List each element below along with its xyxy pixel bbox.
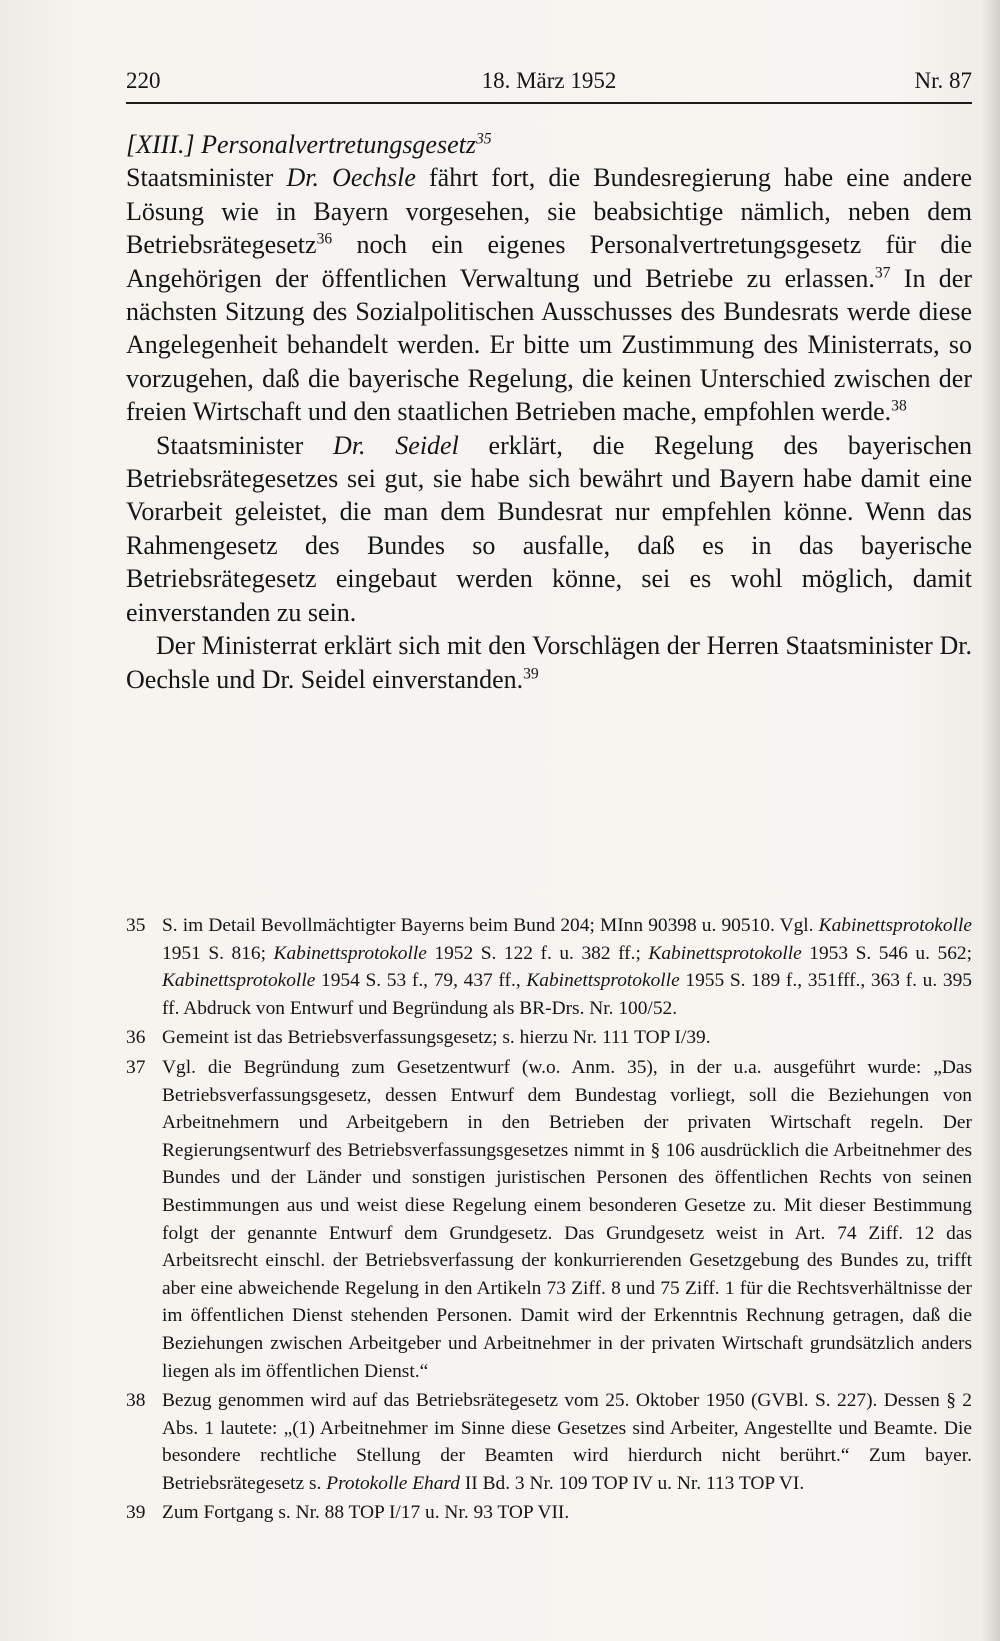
text-run: In der nächsten Sitzung des Sozialpolitischen Ausschusses des Bundesrats werde diese Angelegenheit behandelt werden. Er bitte um Zustimmung des Ministerrats, so vorzugehen, daß die bayerische Regelung, die keinen Unterschied zwischen der freien Wirtschaft und den staatlichen Betrieben mache, empfohlen werde. (126, 263, 972, 427)
text-run: Staatsminister (126, 163, 287, 193)
footnote-text: Vgl. die Begründung zum Gesetzentwurf (w.o. Anm. 35), in der u.a. ausgeführt wurde: „Das Betriebsverfassungsgesetz, dessen Entwurf dem Bundestag vorliegt, soll die Beziehungen von Arbeitnehmern und Arbeitgebern in den Betrieben der privaten Wirtschaft regeln. Der Regierungsentwurf des Betriebsverfassungsgesetzes nimmt in § 106 ausdrücklich die Arbeitnehmer des Bundes und der Länder und sonstigen juristischen Personen des öffentlichen Rechts von seinen Bestimmungen aus und weist diese Regelung einem besonderen Gesetze zu. Mit dieser Bestimmung folgt der genannte Entwurf dem Grundgesetz. Das Grundgesetz weist in Art. 74 Ziff. 12 das Arbeitsrecht einschl. der Betriebsverfassung der konkurrierenden Gesetzgebung des Bundes zu, trifft aber eine abweichende Regelung in den Artikeln 73 Ziff. 8 und 75 Ziff. 1 für die Rechtsverhältnisse der im öffentlichen Dienst stehenden Personen. Damit wird der Erkenntnis Rechnung getragen, daß die Beziehungen zwischen Arbeitgeber und Arbeitnehmer in der privaten Wirtschaft grundsätzlich anders liegen als im öffentlichen Dienst.“ (162, 1056, 972, 1382)
paragraph-resolution (126, 629, 972, 696)
text-run: erklärt, die Regelung des bayerischen Betriebsrätegesetzes sei gut, sie habe sich bewährt und Bayern habe damit eine Vorarbeit geleistet, die man dem Bundesrat nur empfehlen könne. Wenn das Rahmengesetz des Bundes so ausfalle, daß es in das bayerische Betriebsrätegesetz eingebaut werden könne, sei es wohl möglich, damit einverstanden zu sein. (126, 430, 972, 627)
footnote-37 (126, 1054, 972, 1385)
paragraph-oechsle (126, 161, 972, 428)
text-run: 1955 S. 189 f., 351fff., 363 f. u. 395 ff. Abdruck von Entwurf und Begründung als BR-Drs. Nr. 100/52. (162, 970, 972, 1019)
text-run: Der Ministerrat erklärt sich mit den Vorschlägen der Herren Staatsminister Dr. Oechsle und Dr. Seidel einverstanden. (126, 631, 972, 694)
text-run: 1951 S. 816; (162, 942, 274, 964)
page-edge-shadow (982, 0, 1000, 1641)
footnote-number: 38 (126, 1390, 146, 1412)
footnote-36 (126, 1024, 972, 1052)
person-name: Dr. Oechsle (286, 163, 416, 193)
footnote-39 (126, 1499, 972, 1527)
paragraph-seidel (126, 429, 972, 629)
footnote-ref: 39 (523, 664, 539, 682)
footnote-number: 39 (126, 1502, 146, 1524)
text-run: Bezug genommen wird auf das Betriebsrätegesetz vom 25. Oktober 1950 (GVBl. S. 227). Dessen § 2 Abs. 1 lautete: „(1) Arbeitnehmer im Sinne diese Gesetzes sind Arbeiter, Angestellte und Beamte. Die besondere rechtliche Stellung der Beamten wird hierdurch nicht berührt.“ Zum bayer. Betriebsrätegesetz s. (162, 1390, 972, 1494)
running-header (126, 66, 972, 102)
show-through-text (120, 700, 980, 740)
footnote-text: Zum Fortgang s. Nr. 88 TOP I/17 u. Nr. 93 TOP VII. (162, 1502, 570, 1524)
citation-title: Kabinettsprotokolle (273, 942, 427, 964)
footnote-ref: 38 (891, 397, 907, 415)
section-prefix: [XIII.] (126, 130, 202, 159)
footnote-number: 36 (126, 1027, 146, 1049)
text-run: 1954 S. 53 f., 79, 437 ff., (315, 970, 527, 992)
page-number: 220 (126, 68, 161, 93)
citation-title: Kabinettsprotokolle (162, 970, 316, 992)
footnote-38 (126, 1387, 972, 1497)
footnote-number: 35 (126, 915, 146, 936)
text-run: Staatsminister (156, 430, 334, 460)
footnote-ref: 35 (475, 130, 492, 148)
citation-title: Kabinettsprotokolle (526, 970, 680, 992)
text-run: noch ein eigenes Personalvertretungsgesetz für die Angehörigen der öffentlichen Verwaltung und Betriebe zu erlassen. (126, 230, 972, 293)
header-issue: Nr. 87 (914, 68, 972, 93)
footnote-number: 37 (126, 1056, 146, 1078)
main-text (126, 128, 972, 696)
citation-title: Kabinettsprotokolle (648, 942, 802, 964)
citation-title: Protokolle Ehard (326, 1472, 460, 1494)
footnote-ref: 37 (874, 263, 891, 281)
text-run: 1953 S. 546 u. 562; (801, 942, 972, 964)
header-date: 18. März 1952 (481, 68, 617, 93)
header-rule (126, 102, 972, 104)
text-run: S. im Detail Bevollmächtigter Bayerns beim Bund 204; MInn 90398 u. 90510. Vgl. (162, 915, 819, 936)
section-heading (126, 128, 972, 161)
citation-title: Kabinettsprotokolle (818, 915, 972, 936)
footnote-text: Gemeint ist das Betriebsverfassungsgesetz; s. hierzu Nr. 111 TOP I/39. (162, 1027, 711, 1049)
section-title: Personalvertretungsgesetz (201, 130, 476, 159)
footnote-35 (126, 912, 972, 1022)
footnotes (126, 912, 972, 1529)
footnote-ref: 36 (316, 230, 333, 248)
person-name: Dr. Seidel (333, 430, 459, 460)
text-run: II Bd. 3 Nr. 109 TOP IV u. Nr. 113 TOP VI. (459, 1472, 805, 1494)
text-run: fährt fort, die Bundesregierung habe eine andere Lösung wie in Bayern vorgesehen, sie beabsichtige nämlich, neben dem Betriebsrätegesetz (126, 163, 972, 260)
text-run: 1952 S. 122 f. u. 382 ff.; (426, 942, 649, 964)
